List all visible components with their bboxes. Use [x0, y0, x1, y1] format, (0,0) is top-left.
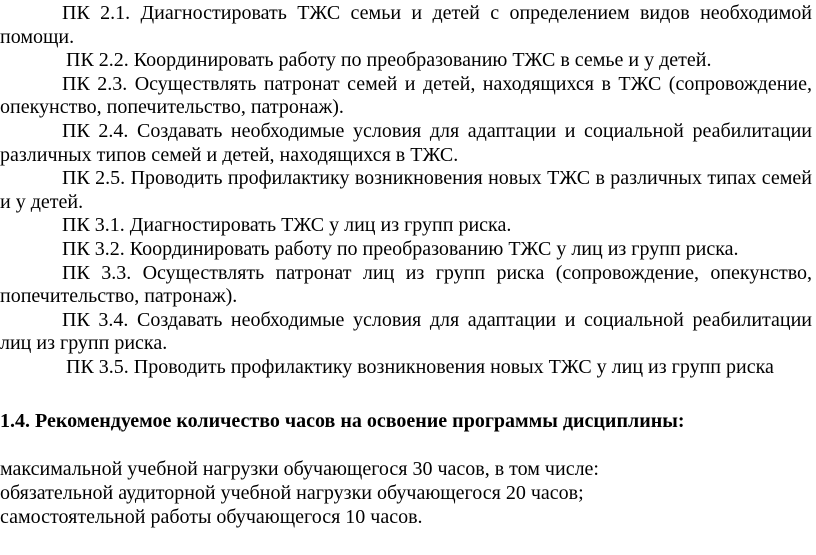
competency-2-3: ПК 2.3. Осуществлять патронат семей и детей, находящихся в ТЖС (сопровождение, опекунство, попечительство, патронаж).: [0, 72, 812, 119]
competency-3-4: ПК 3.4. Создавать необходимые условия для адаптации и социальной реабилитации лиц из групп риска.: [0, 308, 812, 355]
competency-2-5: ПК 2.5. Проводить профилактику возникновения новых ТЖС в различных типах семей и у детей.: [0, 167, 812, 213]
competency-3-2: ПК 3.2. Координировать работу по преобразованию ТЖС у лиц из групп риска.: [62, 237, 739, 260]
competency-2-1: ПК 2.1. Диагностировать ТЖС семьи и детей с определением видов необходимой помощи.: [0, 2, 812, 48]
section-heading: 1.4. Рекомендуемое количество часов на освоение программы дисциплины:: [0, 410, 685, 432]
hours-classroom-load: обязательной аудиторной учебной нагрузки обучающегося 20 часов;: [0, 482, 584, 504]
competency-3-3: ПК 3.3. Осуществлять патронат лиц из групп риска (сопровождение, опекунство, попечительство, патронаж).: [0, 261, 812, 308]
competency-3-1: ПК 3.1. Диагностировать ТЖС у лиц из групп риска.: [62, 214, 512, 237]
competency-3-5: ПК 3.5. Проводить профилактику возникновения новых ТЖС у лиц из групп риска: [66, 355, 774, 378]
competency-2-2: ПК 2.2. Координировать работу по преобразованию ТЖС в семье и у детей.: [66, 49, 712, 72]
hours-list: [0, 457, 812, 529]
competencies-list: [0, 2, 812, 380]
competency-2-4: ПК 2.4. Создавать необходимые условия для адаптации и социальной реабилитации различных типов семей и детей, находящихся в ТЖС.: [0, 119, 812, 166]
hours-max-load: максимальной учебной нагрузки обучающегося 30 часов, в том числе:: [0, 458, 599, 480]
hours-self-study: самостоятельной работы обучающегося 10 часов.: [0, 506, 423, 528]
